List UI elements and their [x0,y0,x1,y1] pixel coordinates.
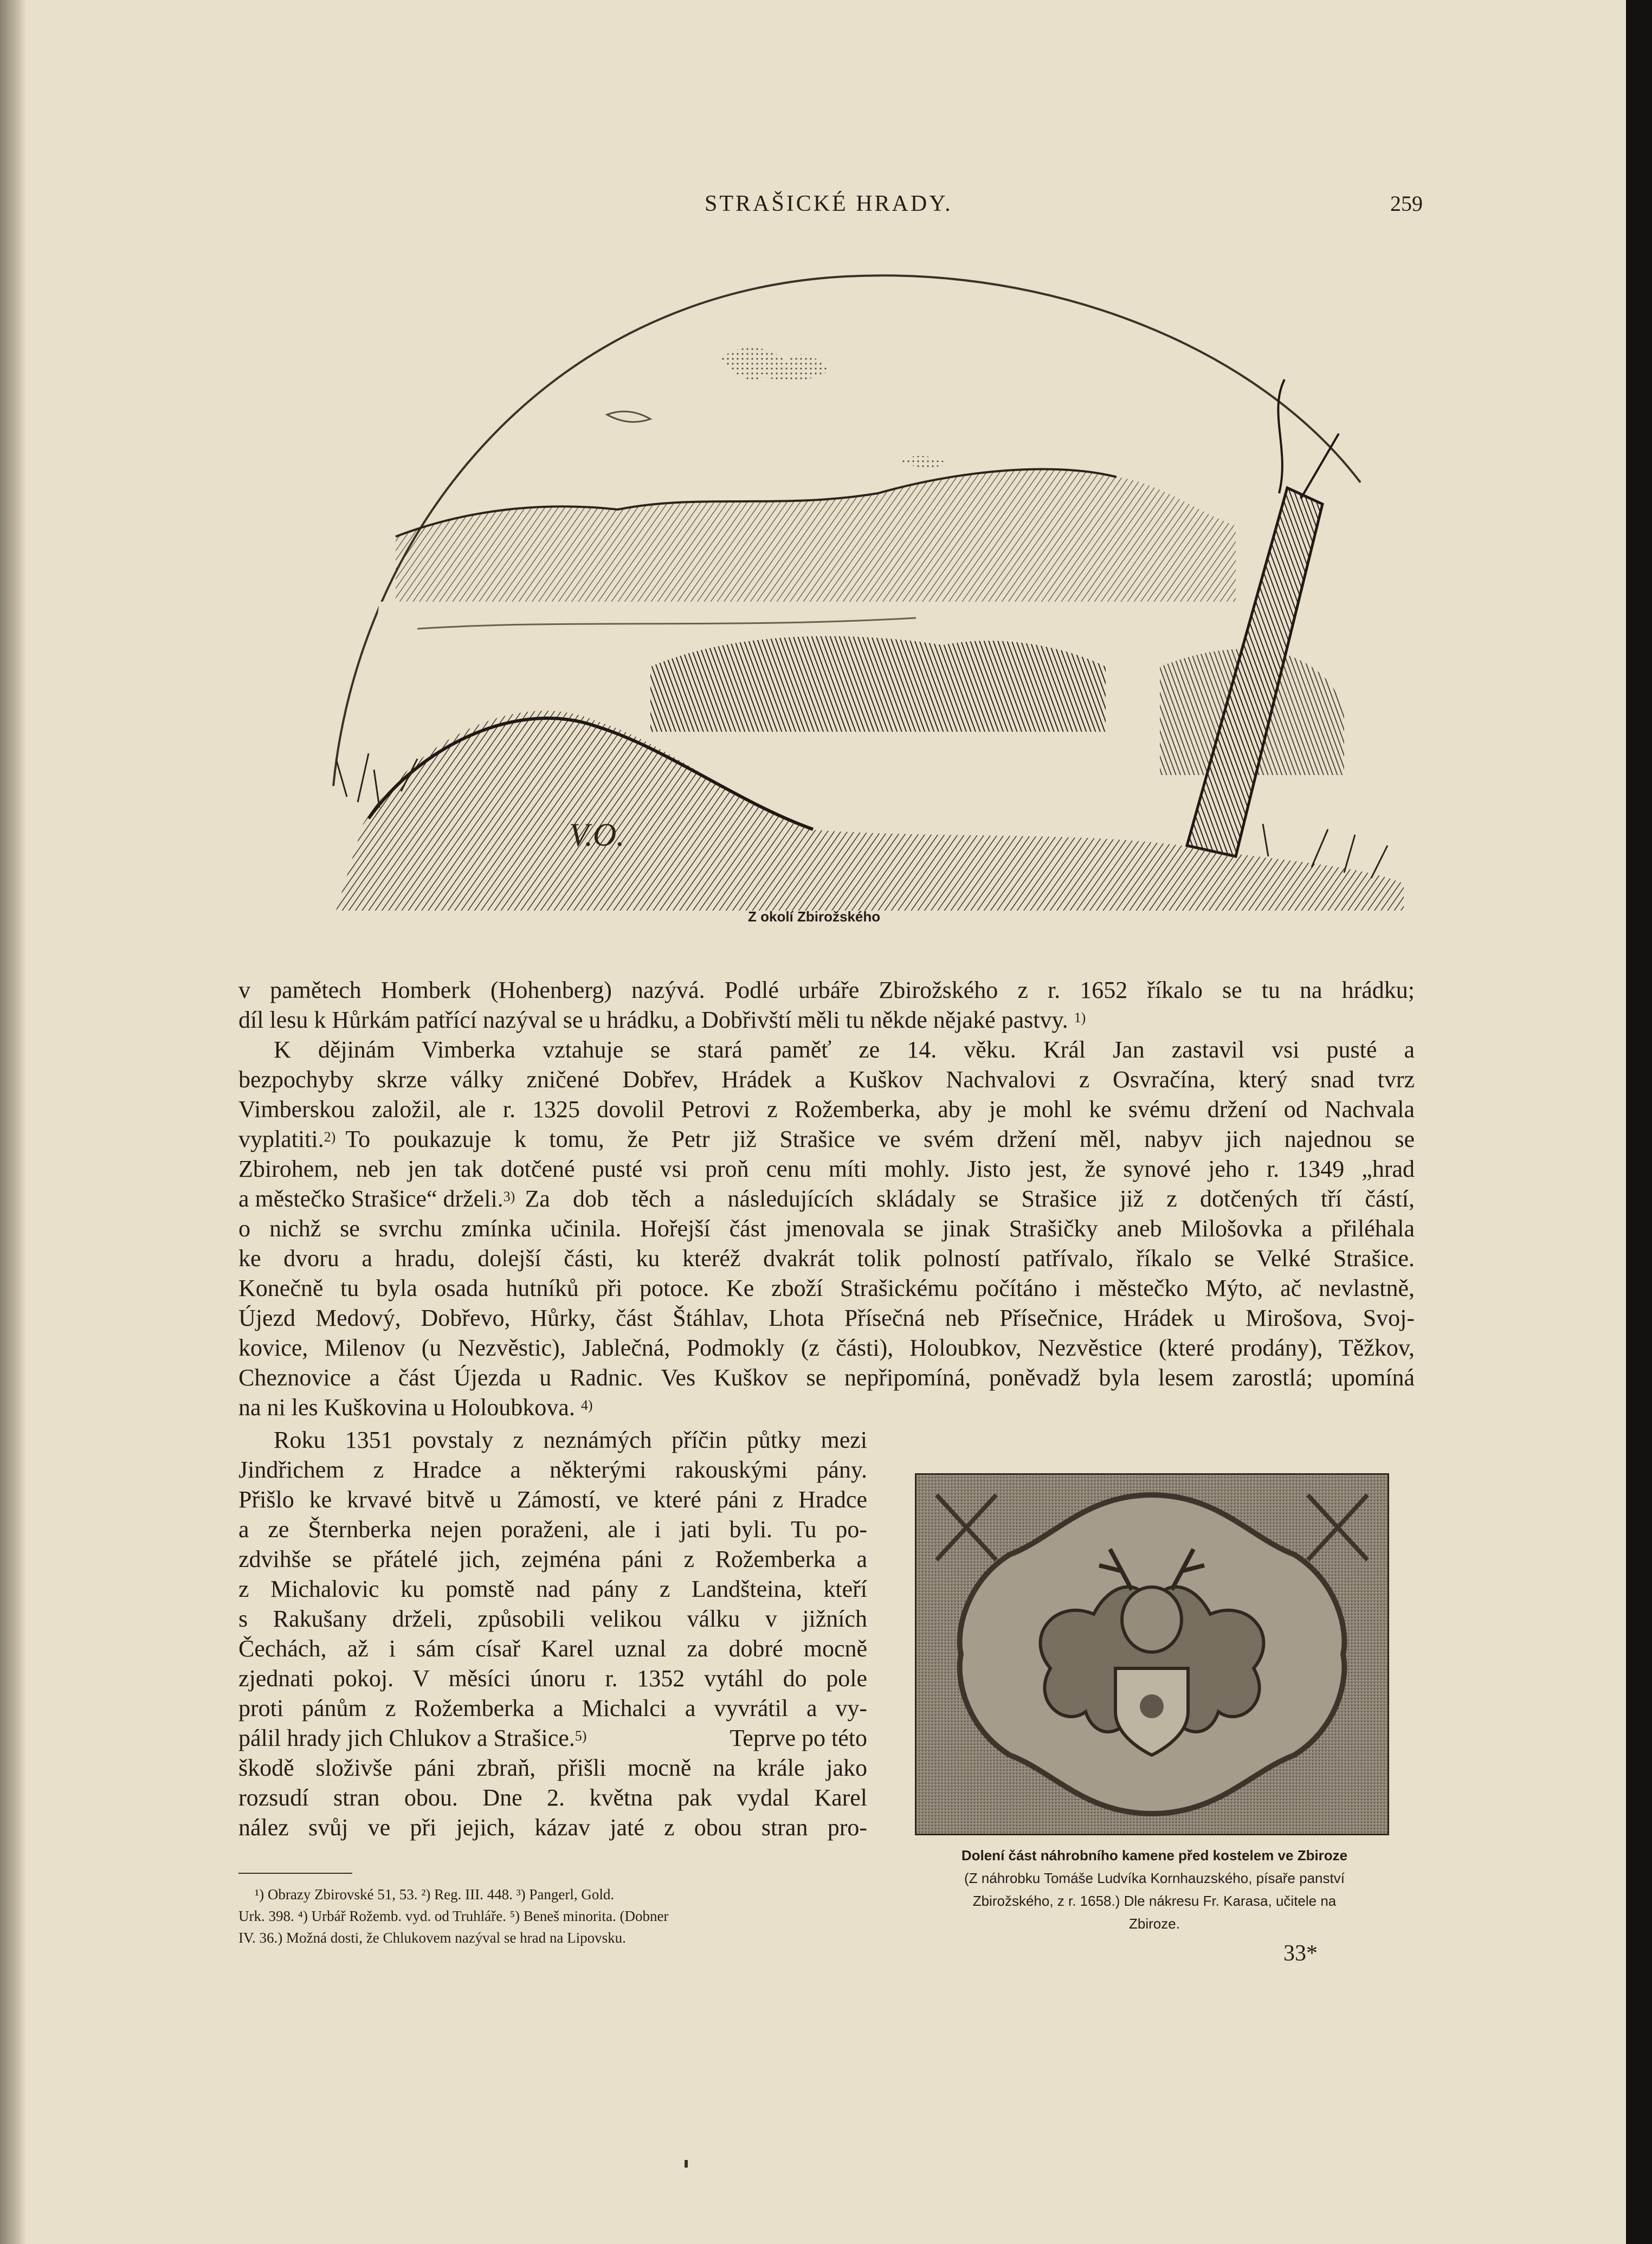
text-line: bezpochyby skrze války zničené Dobřev, Hrádek a Kuškov Nachvalovi z Osvračína, který snad tvrz [238,1066,1415,1093]
text-line: zjednati pokoj. V měsíci únoru r. 1352 vytáhl do pole [238,1665,867,1692]
tombstone-relief-image [915,1473,1389,1835]
page-mark [685,2160,688,2168]
figure-caption: Z okolí Zbirožského [748,908,881,925]
text-line: Roku 1351 povstaly z neznámých příčin půtky mezi [274,1427,867,1453]
figure-caption-title: Dolení část náhrobního kamene před kostelem ve Zbiroze [961,1847,1348,1863]
text-line: Přišlo ke krvavé bitvě u Zámostí, ve které páni z Hradce [238,1486,867,1513]
footnote-line: Urk. 398. ⁴) Urbář Rožemb. vyd. od Truhláře. ⁵) Beneš minorita. (Dobner [238,1908,669,1924]
text-line: Újezd Medový, Dobřevo, Hůrky, část Štáhlav, Lhota Přísečná neb Přísečnice, Hrádek u Mirošova, Svoj- [238,1305,1415,1331]
text-line: K dějinám Vimberka vztahuje se stará paměť ze 14. věku. Král Jan zastavil vsi pusté a [274,1036,1415,1063]
landscape-engraving [238,255,1420,911]
text-line: škodě složivše páni zbraň, přišli mocně na krále jako [238,1755,867,1781]
artist-monogram: V.O. [569,817,625,853]
cloud [900,456,948,468]
text-line: Jindřichem z Hradce a některými rakouskými pány. [238,1456,867,1483]
text-line: o nichž se svrchu zmínka učinila. Hořejší část jmenovala se jinak Strašičky aneb Milošovka a přiléhala [238,1215,1415,1242]
text-line: zdvihše se přátelé jich, zejména páni z Rožemberka a [238,1546,867,1572]
text-line: Zbirohem, neb jen tak dotčené pusté vsi proň cenu míti mohly. Jisto jest, že synové jeho r. 1349 „hrad [238,1156,1415,1182]
text-line: Čechách, až i sám císař Karel uznal za dobré mocně [238,1635,867,1662]
scan-border [1626,0,1652,2244]
footnote-ref: 3) [503,1189,515,1204]
forest [650,636,1106,732]
footnote-ref: 5) [575,1728,587,1744]
footnote-line: IV. 36.) Možná dosti, že Chlukovem nazýval se hrad na Lipovsku. [238,1930,626,1946]
text-line: kovice, Milenov (u Nezvěstic), Jablečná, Podmokly (z části), Holoubkov, Nezvěstice (které prodány), Těžkov, [238,1334,1415,1361]
figure-caption-line: Zbiroze. [1129,1916,1180,1932]
text-line: z Michalovic ku pomstě nad pány z Landšteina, kteří [238,1576,867,1602]
text-line: s Rakušany drželi, způsobili velikou válku v jižních [238,1605,867,1632]
text-line: pálil hrady jich Chlukov a Strašice. 5) Teprve po této [238,1724,867,1753]
text-line: nález svůj ve při jejich, kázav jaté z obou stran pro- [238,1814,867,1841]
text-line: Vimberskou založil, ale r. 1325 dovolil Petrovi z Rožemberka, aby je mohl ke svému držení od Nachvala [238,1096,1415,1123]
text-line: a městečko Strašice“ drželi. 3) Za dob těch a následujících skládaly se Strašice již z dotčených tří částí, [238,1184,1415,1214]
figure-caption-line: Zbirožského, z r. 1658.) Dle nákresu Fr. Karasa, učitele na [972,1893,1337,1909]
footnote-ref: 2) [324,1129,336,1145]
text-line: díl lesu k Hůrkám patřící nazýval se u hrádku, a Dobřivští měli tu někde nějaké pastvy. $^{1)}$ [238,1007,1086,1033]
distant-hills [396,469,1236,602]
footnote-ref: 4) [580,1397,593,1413]
signature-mark: 33* [1283,1941,1318,1966]
text-line: v pamětech Homberk (Hohenberg) nazývá. Podlé urbáře Zbirožského z r. 1652 říkalo se tu na hrádku; [238,977,1415,1003]
text-line: vyplatiti. 2) To poukazuje k tomu, že Petr již Strašice ve svém držení měl, nabyv jich najednou se [238,1125,1415,1154]
page-number: 259 [1390,191,1423,216]
figure-caption-line: (Z náhrobku Tomáše Ludvíka Kornhauzského, písaře panství [964,1870,1345,1886]
cloud [721,347,829,381]
text-line: na ni les Kuškovina u Holoubkova. $^{4)}$ [238,1394,593,1421]
text-line: Cheznovice a část Újezda u Radnic. Ves Kuškov se nepřipomíná, poněvadž byla lesem zarostlá; upomíná [238,1364,1415,1391]
footnote-line: ¹) Obrazy Zbirovské 51, 53. ²) Reg. III. 448. ³) Pangerl, Gold. [255,1886,615,1903]
text-line: a ze Šternberka nejen poraženi, ale i jati byli. Tu po- [238,1516,867,1543]
running-header-title: STRAŠICKÉ HRADY. [705,191,953,216]
text-line: proti pánům z Rožemberka a Michalci a vyvrátil a vy- [238,1695,867,1721]
footnote-rule [238,1873,352,1874]
text-line: rozsudí stran obou. Dne 2. května pak vydal Karel [238,1784,867,1811]
text-line: ke dvoru a hradu, dolejší části, ku kteréž dvakrát tolik polností patřívalo, říkalo se Velké Strašice. [238,1245,1415,1272]
helmet [1122,1587,1182,1652]
cloud [607,411,650,422]
page-gutter-shadow [0,0,26,2244]
footnote-ref: 1) [1074,1010,1086,1026]
text-line: Konečně tu byla osada hutníků při potoce. Ke zboží Strašickému počítáno i městečko Mýto, ač nevlastně, [238,1275,1415,1301]
